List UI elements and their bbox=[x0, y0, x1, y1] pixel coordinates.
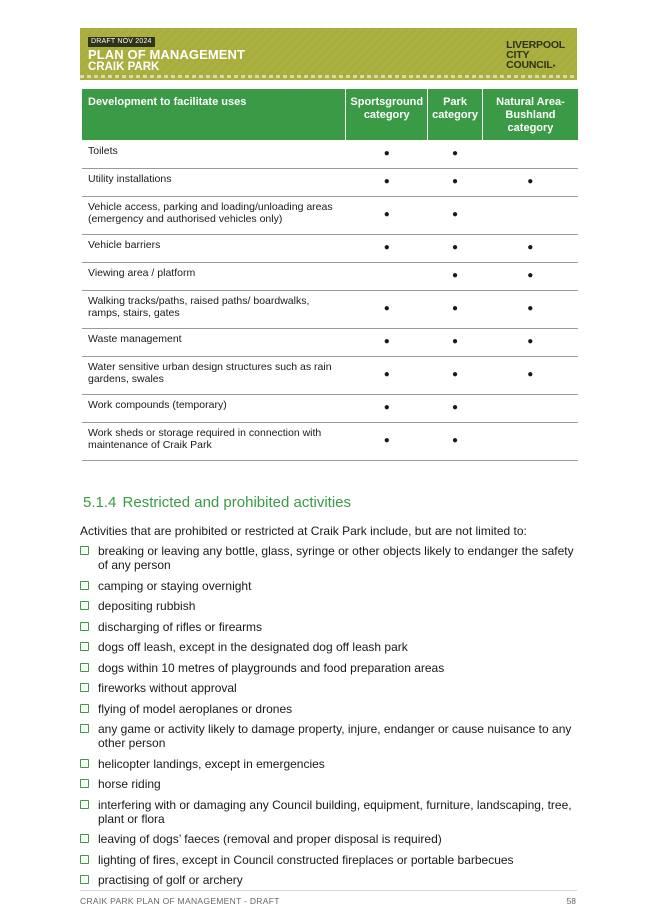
list-item-text: dogs within 10 metres of playgrounds and food preparation areas bbox=[98, 660, 445, 675]
mark-natural-area bbox=[482, 394, 578, 422]
checkbox-bullet-icon bbox=[80, 724, 89, 733]
list-item bbox=[80, 798, 580, 826]
checkbox-bullet-icon bbox=[80, 834, 89, 843]
list-item-text: flying of model aeroplanes or drones bbox=[98, 701, 293, 716]
mark-sportsground: ● bbox=[346, 168, 428, 196]
list-item-text: breaking or leaving any bottle, glass, syringe or other objects likely to endanger the safety of any person bbox=[98, 544, 574, 572]
mark-park: ● bbox=[428, 262, 483, 290]
row-label bbox=[82, 356, 346, 394]
checkbox-bullet-icon bbox=[80, 663, 89, 672]
checkbox-bullet-icon bbox=[80, 800, 89, 809]
list-item-text: lighting of fires, except in Council constructed fireplaces or portable barbecues bbox=[98, 852, 514, 867]
row-label bbox=[82, 262, 346, 290]
row-label bbox=[82, 394, 346, 422]
mark-natural-area bbox=[482, 422, 578, 460]
mark-natural-area: ● bbox=[482, 290, 578, 328]
checkbox-bullet-icon bbox=[80, 581, 89, 590]
section-title: Restricted and prohibited activities bbox=[122, 494, 351, 511]
list-item bbox=[80, 544, 580, 572]
list-item bbox=[80, 702, 580, 716]
mark-sportsground: ● bbox=[346, 290, 428, 328]
logo-line-1: LIVERPOOL bbox=[506, 39, 565, 51]
section-number: 5.1.4 bbox=[83, 494, 117, 511]
table-row bbox=[82, 234, 578, 262]
list-item bbox=[80, 681, 580, 695]
logo-dot-icon: ● bbox=[552, 63, 556, 69]
table-row bbox=[82, 168, 578, 196]
checkbox-bullet-icon bbox=[80, 683, 89, 692]
list-item bbox=[80, 722, 580, 750]
row-label-text: Vehicle access, parking and loading/unloading areas (emergency and authorised vehicles only) bbox=[88, 201, 333, 225]
table-row bbox=[82, 290, 578, 328]
list-item-text: fireworks without approval bbox=[98, 681, 237, 695]
mark-natural-area: ● bbox=[482, 356, 578, 394]
row-label-text: Utility installations bbox=[88, 173, 172, 185]
footer-page-number: 58 bbox=[566, 896, 576, 906]
list-item bbox=[80, 832, 580, 846]
checkbox-bullet-icon bbox=[80, 642, 89, 651]
mark-park: ● bbox=[428, 234, 483, 262]
list-item bbox=[80, 873, 580, 887]
row-label bbox=[82, 328, 346, 356]
list-item bbox=[80, 757, 580, 771]
mark-sportsground: ● bbox=[346, 196, 428, 234]
list-item-text: discharging of rifles or firearms bbox=[98, 619, 263, 634]
list-item bbox=[80, 620, 580, 634]
logo-line-3 bbox=[506, 60, 565, 71]
checkbox-bullet-icon bbox=[80, 779, 89, 788]
section-intro: Activities that are prohibited or restricted at Craik Park include, but are not limited to: bbox=[80, 524, 527, 538]
list-item-text: interfering with or damaging any Council building, equipment, furniture, landscaping, tree, plant or flora bbox=[98, 797, 572, 826]
list-item-text: any game or activity likely to damage property, injure, endanger or cause nuisance to any other person bbox=[98, 722, 572, 750]
table-row bbox=[82, 140, 578, 168]
mark-park: ● bbox=[428, 140, 483, 168]
checkbox-bullet-icon bbox=[80, 622, 89, 631]
development-uses-table bbox=[82, 89, 578, 461]
mark-park: ● bbox=[428, 328, 483, 356]
row-label-text: Toilets bbox=[88, 144, 118, 157]
row-label bbox=[82, 140, 346, 168]
table-row bbox=[82, 262, 578, 290]
mark-sportsground: ● bbox=[346, 328, 428, 356]
row-label-text: Waste management bbox=[88, 333, 182, 345]
logo-line-2: CITY bbox=[506, 49, 530, 61]
row-label-text: Work compounds (temporary) bbox=[88, 399, 227, 411]
list-item bbox=[80, 640, 580, 654]
row-label-text: Water sensitive urban design structures such as rain gardens, swales bbox=[88, 361, 332, 385]
list-item-text: practising of golf or archery bbox=[98, 873, 243, 887]
row-label bbox=[82, 234, 346, 262]
row-label-text: Vehicle barriers bbox=[88, 239, 161, 251]
list-item bbox=[80, 777, 580, 791]
list-item bbox=[80, 661, 580, 675]
mark-sportsground: ● bbox=[346, 356, 428, 394]
checkbox-bullet-icon bbox=[80, 875, 89, 884]
list-item bbox=[80, 579, 580, 593]
mark-natural-area: ● bbox=[482, 168, 578, 196]
list-item-text: leaving of dogs’ faeces (removal and proper disposal is required) bbox=[98, 832, 442, 846]
mark-park: ● bbox=[428, 422, 483, 460]
table-row bbox=[82, 394, 578, 422]
checkbox-bullet-icon bbox=[80, 759, 89, 768]
mark-sportsground bbox=[346, 262, 428, 290]
table-row bbox=[82, 422, 578, 460]
row-label bbox=[82, 168, 346, 196]
checkbox-bullet-icon bbox=[80, 601, 89, 610]
mark-sportsground: ● bbox=[346, 422, 428, 460]
mark-park: ● bbox=[428, 196, 483, 234]
table-row bbox=[82, 328, 578, 356]
list-item bbox=[80, 599, 580, 613]
activities-list bbox=[80, 544, 580, 894]
logo-line-3-text: COUNCIL bbox=[506, 59, 553, 71]
mark-sportsground: ● bbox=[346, 234, 428, 262]
checkbox-bullet-icon bbox=[80, 546, 89, 555]
row-label bbox=[82, 196, 346, 234]
footer-divider bbox=[80, 890, 577, 891]
list-item-text: depositing rubbish bbox=[98, 599, 196, 613]
row-label bbox=[82, 422, 346, 460]
document-subtitle: CRAIK PARK bbox=[88, 61, 160, 73]
row-label-text: Work sheds or storage required in connection with maintenance of Craik Park bbox=[88, 427, 322, 451]
mark-sportsground: ● bbox=[346, 394, 428, 422]
list-item-text: horse riding bbox=[98, 777, 161, 791]
mark-natural-area: ● bbox=[482, 262, 578, 290]
header-sportsground: Sportsground category bbox=[346, 89, 428, 140]
header-natural-area: Natural Area-Bushland category bbox=[482, 89, 578, 140]
mark-natural-area bbox=[482, 196, 578, 234]
mark-park: ● bbox=[428, 290, 483, 328]
checkbox-bullet-icon bbox=[80, 704, 89, 713]
table-row bbox=[82, 196, 578, 234]
mark-sportsground: ● bbox=[346, 140, 428, 168]
mark-park: ● bbox=[428, 168, 483, 196]
banner-dash-line bbox=[80, 75, 577, 78]
checkbox-bullet-icon bbox=[80, 855, 89, 864]
mark-natural-area: ● bbox=[482, 328, 578, 356]
list-item-text: dogs off leash, except in the designated dog off leash park bbox=[98, 640, 408, 654]
row-label bbox=[82, 290, 346, 328]
section-heading bbox=[83, 494, 351, 512]
row-label-text: Walking tracks/paths, raised paths/ boardwalks, ramps, stairs, gates bbox=[88, 295, 310, 319]
document-title: PLAN OF MANAGEMENT bbox=[88, 47, 246, 62]
list-item-text: helicopter landings, except in emergencies bbox=[98, 756, 325, 771]
header-banner bbox=[80, 28, 577, 80]
mark-natural-area: ● bbox=[482, 234, 578, 262]
council-logo bbox=[506, 40, 565, 71]
list-item-text: camping or staying overnight bbox=[98, 578, 252, 593]
mark-park: ● bbox=[428, 394, 483, 422]
header-park: Park category bbox=[428, 89, 483, 140]
draft-badge: DRAFT NOV 2024 bbox=[88, 37, 155, 47]
row-label-text: Viewing area / platform bbox=[88, 267, 196, 279]
table-header-row bbox=[82, 89, 578, 140]
table-row bbox=[82, 356, 578, 394]
list-item bbox=[80, 853, 580, 867]
footer-document-name: CRAIK PARK PLAN OF MANAGEMENT - DRAFT bbox=[80, 896, 280, 906]
mark-natural-area bbox=[482, 140, 578, 168]
header-development: Development to facilitate uses bbox=[82, 89, 346, 140]
mark-park: ● bbox=[428, 356, 483, 394]
